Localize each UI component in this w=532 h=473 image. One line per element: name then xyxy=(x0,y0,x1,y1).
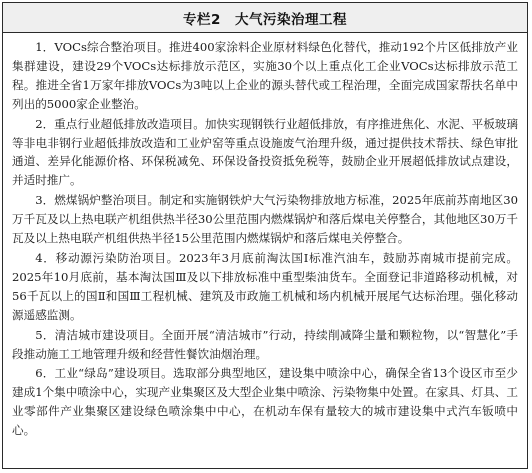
column-title: 大气污染治理工程 xyxy=(234,11,347,28)
item-voc: 1．VOCs综合整治项目。推进400家涂料企业原材料绿色化替代，推动192个片区低排放产业集群建设，建设29个VOCs达标排放示范区，实施30个以上重点化工企业VOCs达标排放示范工程。推进全省1万家年排放VOCs为3吨以上企业的源头替代或工程治理，全面完成国家帮扶名单中列出的5000家企业整治。 xyxy=(12,40,518,111)
item-ultra-low-emission: 2．重点行业超低排放改造项目。加快实现钢铁行业超低排放，有序推进焦化、水泥、平板玻璃等非电非钢行业超低排放改造和工业炉窑等重点设施废气治理升级，通过提供技术帮扶、绿色审批通道、差异化能源价格、环保税减免、环保设备投资抵免税等，鼓励企业开展超低排放试点建设，并适时推广。 xyxy=(12,116,518,188)
column-header xyxy=(3,3,527,33)
column-box xyxy=(2,2,528,469)
item-mobile-source: 4．移动源污染防治项目。2023年3月底前淘汰国Ⅰ标准汽油车，鼓励苏南城市提前完成。2025年10月底前，基本淘汰国Ⅲ及以下排放标准中重型柴油货车。全面登记非道路移动机械，对56千瓦以上的国Ⅱ和国Ⅲ工程机械、建筑及市政施工机械和场内机械开展尾气达标治理。强化移动源遥感监测。 xyxy=(12,250,518,322)
item-clean-city: 5．清洁城市建设项目。全面开展“清洁城市”行动，持续削减降尘量和颗粒物，以“智慧化”手段推动施工工地管理升级和经营性餐饮油烟治理。 xyxy=(12,327,518,361)
item-green-island: 6．工业“绿岛”建设项目。选取部分典型地区，建设集中喷涂中心，确保全省13个设区市至少建成1个集中喷涂中心，实现产业集聚区及大型企业集中喷涂、污染物集中处置。在家具、灯具、工业零部件产业集聚区建设绿色喷涂集中中心，在机动车保有量较大的城市建设集中式汽车钣喷中心。 xyxy=(12,366,518,438)
column-label: 专栏2 xyxy=(183,11,221,28)
column-content xyxy=(3,33,527,440)
item-coal-boiler: 3．燃煤锅炉整治项目。制定和实施钢铁炉大气污染物排放地方标准，2025年底前苏南地区30万千瓦及以上热电联产机组供热半径30公里范围内燃煤锅炉和落后煤电关停整合，其他地区30万千瓦及以上热电联产机组供热半径15公里范围内燃煤锅炉和落后煤电关停整合。 xyxy=(12,193,518,246)
